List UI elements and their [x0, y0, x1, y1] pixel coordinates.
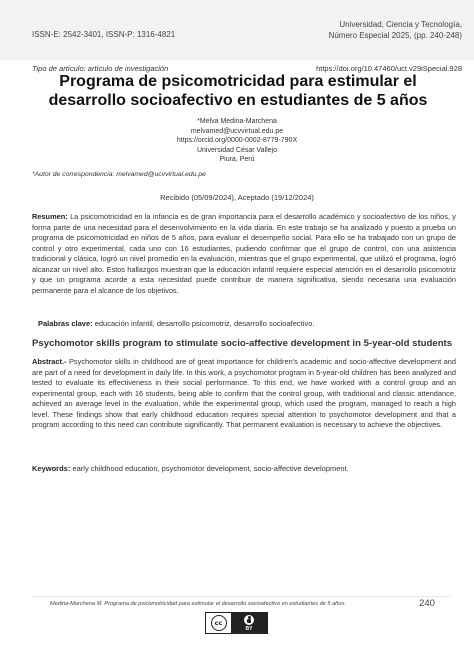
abstract-label: Abstract.- [32, 357, 67, 366]
english-title: Psychomotor skills program to stimulate socio-affective development in 5-year-old students [32, 338, 453, 349]
journal-info [262, 20, 462, 42]
by-person-icon [244, 615, 254, 625]
resumen-text: La psicomotricidad en la infancia es de gran importancia para el desarrollo académico y socioafectivo de los niños, y forma parte de una necesidad para el desenvolvimiento en la vida diaria. En este trabajo se ha analizado y puesto a prueba un programa de psicomotricidad en niños de 5 años, para evaluar el desempeño social. Para ello se ha trabajado con un grupo de control y otro experimental, cada uno con 16 estudiantes, pudiendo confirmar que el grupo de control, con una asistencia tradicional y clásica, logró un nivel promedio en la evaluación, mientras que el grupo experimental, que utilizó el programa, logró alcanzar un nivel alto. Estos hallazgos muestran que la educación infantil requiere especial atención en el desarrollo psicomotriz y que un programa acorde a esta necesidad puede contribuir de manera significativa, siendo necesaria una evaluación permanente para el alcance de los objetivos. [32, 212, 456, 295]
author-email[interactable]: melvamed@ucvvirtual.edu.pe [190, 127, 284, 135]
author-name: *Melva Medina-Marchena [197, 118, 277, 125]
keywords-text: early childhood education, psychomotor development, socio-affective development. [72, 464, 349, 473]
abstract-text: Psychomotor skills in childhood are of great importance for children's academic and socio-affective development and are part of a need for development in daily life. In this work, a psychomotor program in 5-year-old children has been analyzed and tested to evaluate its effectiveness in their social performance. To this end, we have worked with a control group and an experimental group, each with 16 students, being able to confirm that the control group, with traditional and classic attendance, achieved an average level in the evaluation, while the experimental group, which used the program, managed to reach a high level. These findings show that early childhood education requires special attention to psychomotor development and that a program according to this need can contribute significantly. That permanent evaluation is necessary to achieve the objectives. [32, 357, 456, 430]
palabras-clave [38, 319, 462, 328]
author-location: Piura, Perú [219, 156, 255, 164]
resumen-paragraph [32, 212, 456, 296]
by-label: BY [245, 625, 253, 632]
page-number: 240 [419, 598, 436, 609]
journal-issue: Número Especial 2025, (pp. 240-248) [328, 30, 462, 40]
journal-name: Universidad, Ciencia y Tecnología, [339, 20, 462, 29]
footer-citation: Medina-Marchena M. Programa de psicomotricidad para estimular el desarrollo socioafectivo en estudiantes de 5 años. [50, 601, 346, 607]
cc-by-license-badge[interactable] [205, 612, 268, 634]
issn-text: ISSN-E: 2542-3401, ISSN-P: 1316-4821 [32, 30, 176, 39]
by-section [231, 613, 267, 633]
author-affiliation: Universidad César Vallejo [196, 146, 278, 154]
doi-link[interactable]: https://doi.org/10.47460/uct.v29iSpecial.928 [316, 64, 462, 73]
article-title: Programa de psicomotricidad para estimular el desarrollo socioafectivo en estudiantes de 5 años [48, 73, 428, 109]
footer-divider [32, 596, 450, 597]
abstract-paragraph [32, 357, 456, 431]
author-orcid[interactable]: https://orcid.org/0000-0002-8779-790X [176, 137, 298, 145]
author-block [90, 117, 384, 165]
cc-icon: cc [211, 615, 227, 631]
article-type: Tipo de artículo: artículo de investigación [32, 64, 169, 73]
correspondence-note: *Autor de correspondencia: melvamed@ucvvirtual.edu.pe [32, 171, 206, 178]
keywords-label: Keywords: [32, 464, 71, 473]
keywords [32, 464, 456, 473]
palabras-clave-label: Palabras clave: [38, 319, 93, 328]
received-accepted-dates: Recibido (05/09/2024), Aceptado (19/12/2024) [160, 193, 314, 202]
palabras-clave-text: educación infantil, desarrollo psicomotriz, desarrollo socioafectivo. [94, 319, 315, 328]
resumen-label: Resumen: [32, 212, 68, 221]
cc-icon-wrap [206, 613, 231, 633]
